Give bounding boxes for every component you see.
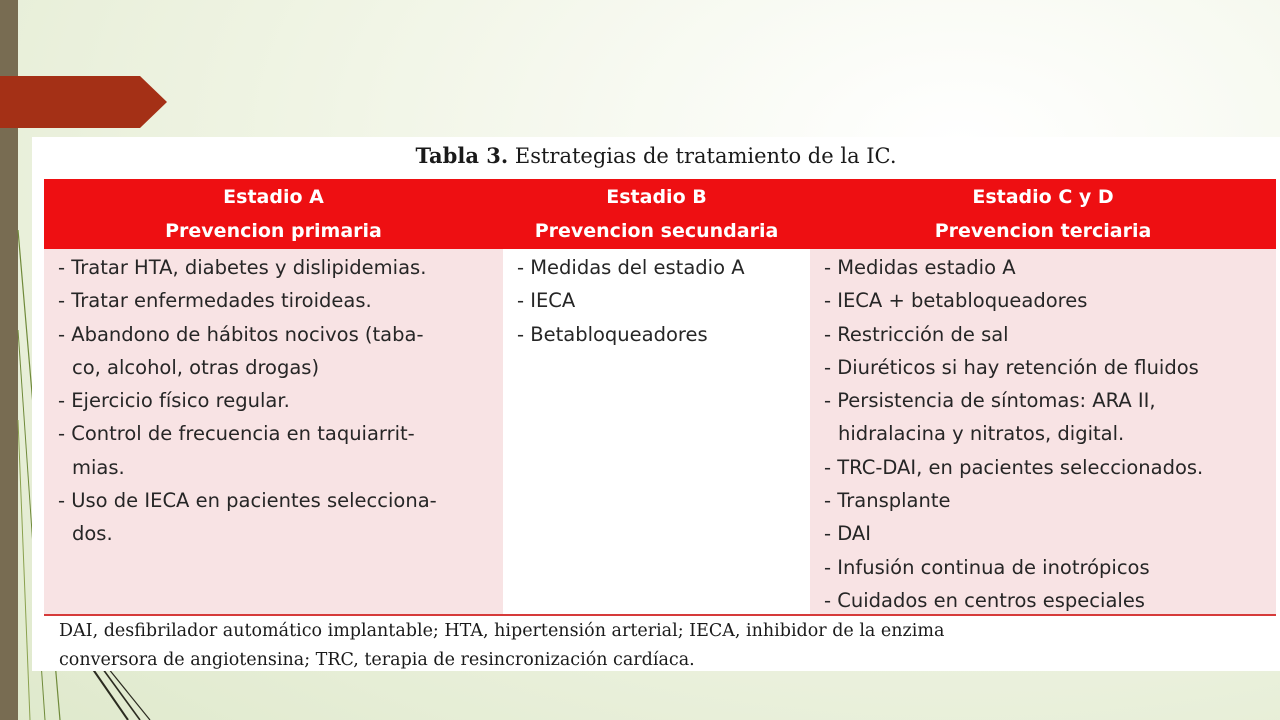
header-stage-b <box>503 179 810 249</box>
cell-stage-a <box>44 249 503 615</box>
list-item <box>810 484 1276 517</box>
list-item <box>810 351 1276 384</box>
list-item <box>810 517 1276 550</box>
list-item <box>44 284 503 317</box>
list-item-text: - Tratar HTA, diabetes y dislipidemias. <box>58 256 427 279</box>
stage-a-list <box>44 251 503 551</box>
list-item <box>44 484 503 551</box>
list-item-text: - Restricción de sal <box>824 322 1009 346</box>
header-stage-cd <box>810 179 1276 249</box>
list-item-text: - Cuidados en centros especiales <box>824 588 1145 612</box>
table-footnote <box>59 617 1259 675</box>
list-item-text: - Abandono de hábitos nocivos (taba- <box>58 322 424 346</box>
list-item <box>503 284 810 317</box>
list-item <box>810 451 1276 484</box>
list-item <box>810 551 1276 584</box>
list-item-text: - IECA + betabloqueadores <box>824 289 1088 313</box>
list-item-text: - Diuréticos si hay retención de fluidos <box>824 355 1199 379</box>
list-item-text: - Tratar enfermedades tiroideas. <box>58 289 372 313</box>
list-item <box>44 417 503 484</box>
list-item <box>810 384 1276 451</box>
list-item-text: - IECA <box>517 289 576 313</box>
list-item <box>44 251 503 284</box>
list-item-text: - Ejercicio físico regular. <box>58 389 290 413</box>
list-item-text: - Medidas estadio A <box>824 256 1016 279</box>
list-item <box>44 318 503 385</box>
arrow-tab-shape <box>0 76 167 128</box>
list-item-text: - Medidas del estadio A <box>517 256 745 279</box>
header-stage-a-title: Estadio A <box>223 186 324 208</box>
list-item-text: - Transplante <box>824 489 951 513</box>
list-item-text: - Persistencia de síntomas: ARA II, <box>824 389 1156 413</box>
list-item-text: - Infusión continua de inotrópicos <box>824 555 1150 579</box>
list-item-continuation: mias. <box>72 455 125 479</box>
list-item <box>503 251 810 284</box>
header-stage-a-subtitle: Prevencion primaria <box>165 220 382 242</box>
header-stage-b-subtitle: Prevencion secundaria <box>534 220 779 242</box>
header-stage-cd-title: Estadio C y D <box>972 186 1114 208</box>
list-item-continuation: co, alcohol, otras drogas) <box>72 355 320 379</box>
stage-cd-list <box>810 251 1276 617</box>
list-item <box>503 318 810 351</box>
list-item <box>44 384 503 417</box>
stage-b-list <box>503 251 810 351</box>
list-item-text: - DAI <box>824 522 871 546</box>
table-title-text: Estrategias de tratamiento de la IC. <box>514 144 897 168</box>
list-item-text: - Betabloqueadores <box>517 322 708 346</box>
header-stage-a <box>44 179 503 249</box>
list-item <box>810 284 1276 317</box>
table-bottom-rule <box>44 614 1276 616</box>
cell-stage-b <box>503 249 810 615</box>
table-title-number: Tabla 3. <box>415 143 509 168</box>
list-item-text: - TRC-DAI, en pacientes seleccionados. <box>824 455 1204 479</box>
footnote-line-2: conversora de angiotensina; TRC, terapia de resincronización cardíaca. <box>59 650 695 670</box>
header-stage-cd-subtitle: Prevencion terciaria <box>934 220 1152 242</box>
list-item-continuation: hidralacina y nitratos, digital. <box>838 422 1125 446</box>
cell-stage-cd <box>810 249 1276 615</box>
header-stage-b-title: Estadio B <box>606 186 707 208</box>
list-item-continuation: dos. <box>72 522 113 546</box>
footnote-line-1: DAI, desfibrilador automático implantable; HTA, hipertensión arterial; IECA, inhibidor de la enzima <box>59 621 945 641</box>
table-image <box>32 137 1280 671</box>
list-item-text: - Uso de IECA en pacientes selecciona- <box>58 489 437 513</box>
list-item <box>810 251 1276 284</box>
list-item <box>810 318 1276 351</box>
list-item-text: - Control de frecuencia en taquiarrit- <box>58 422 415 446</box>
list-item <box>810 584 1276 617</box>
strategy-table <box>44 179 1276 615</box>
table-title <box>32 143 1280 168</box>
